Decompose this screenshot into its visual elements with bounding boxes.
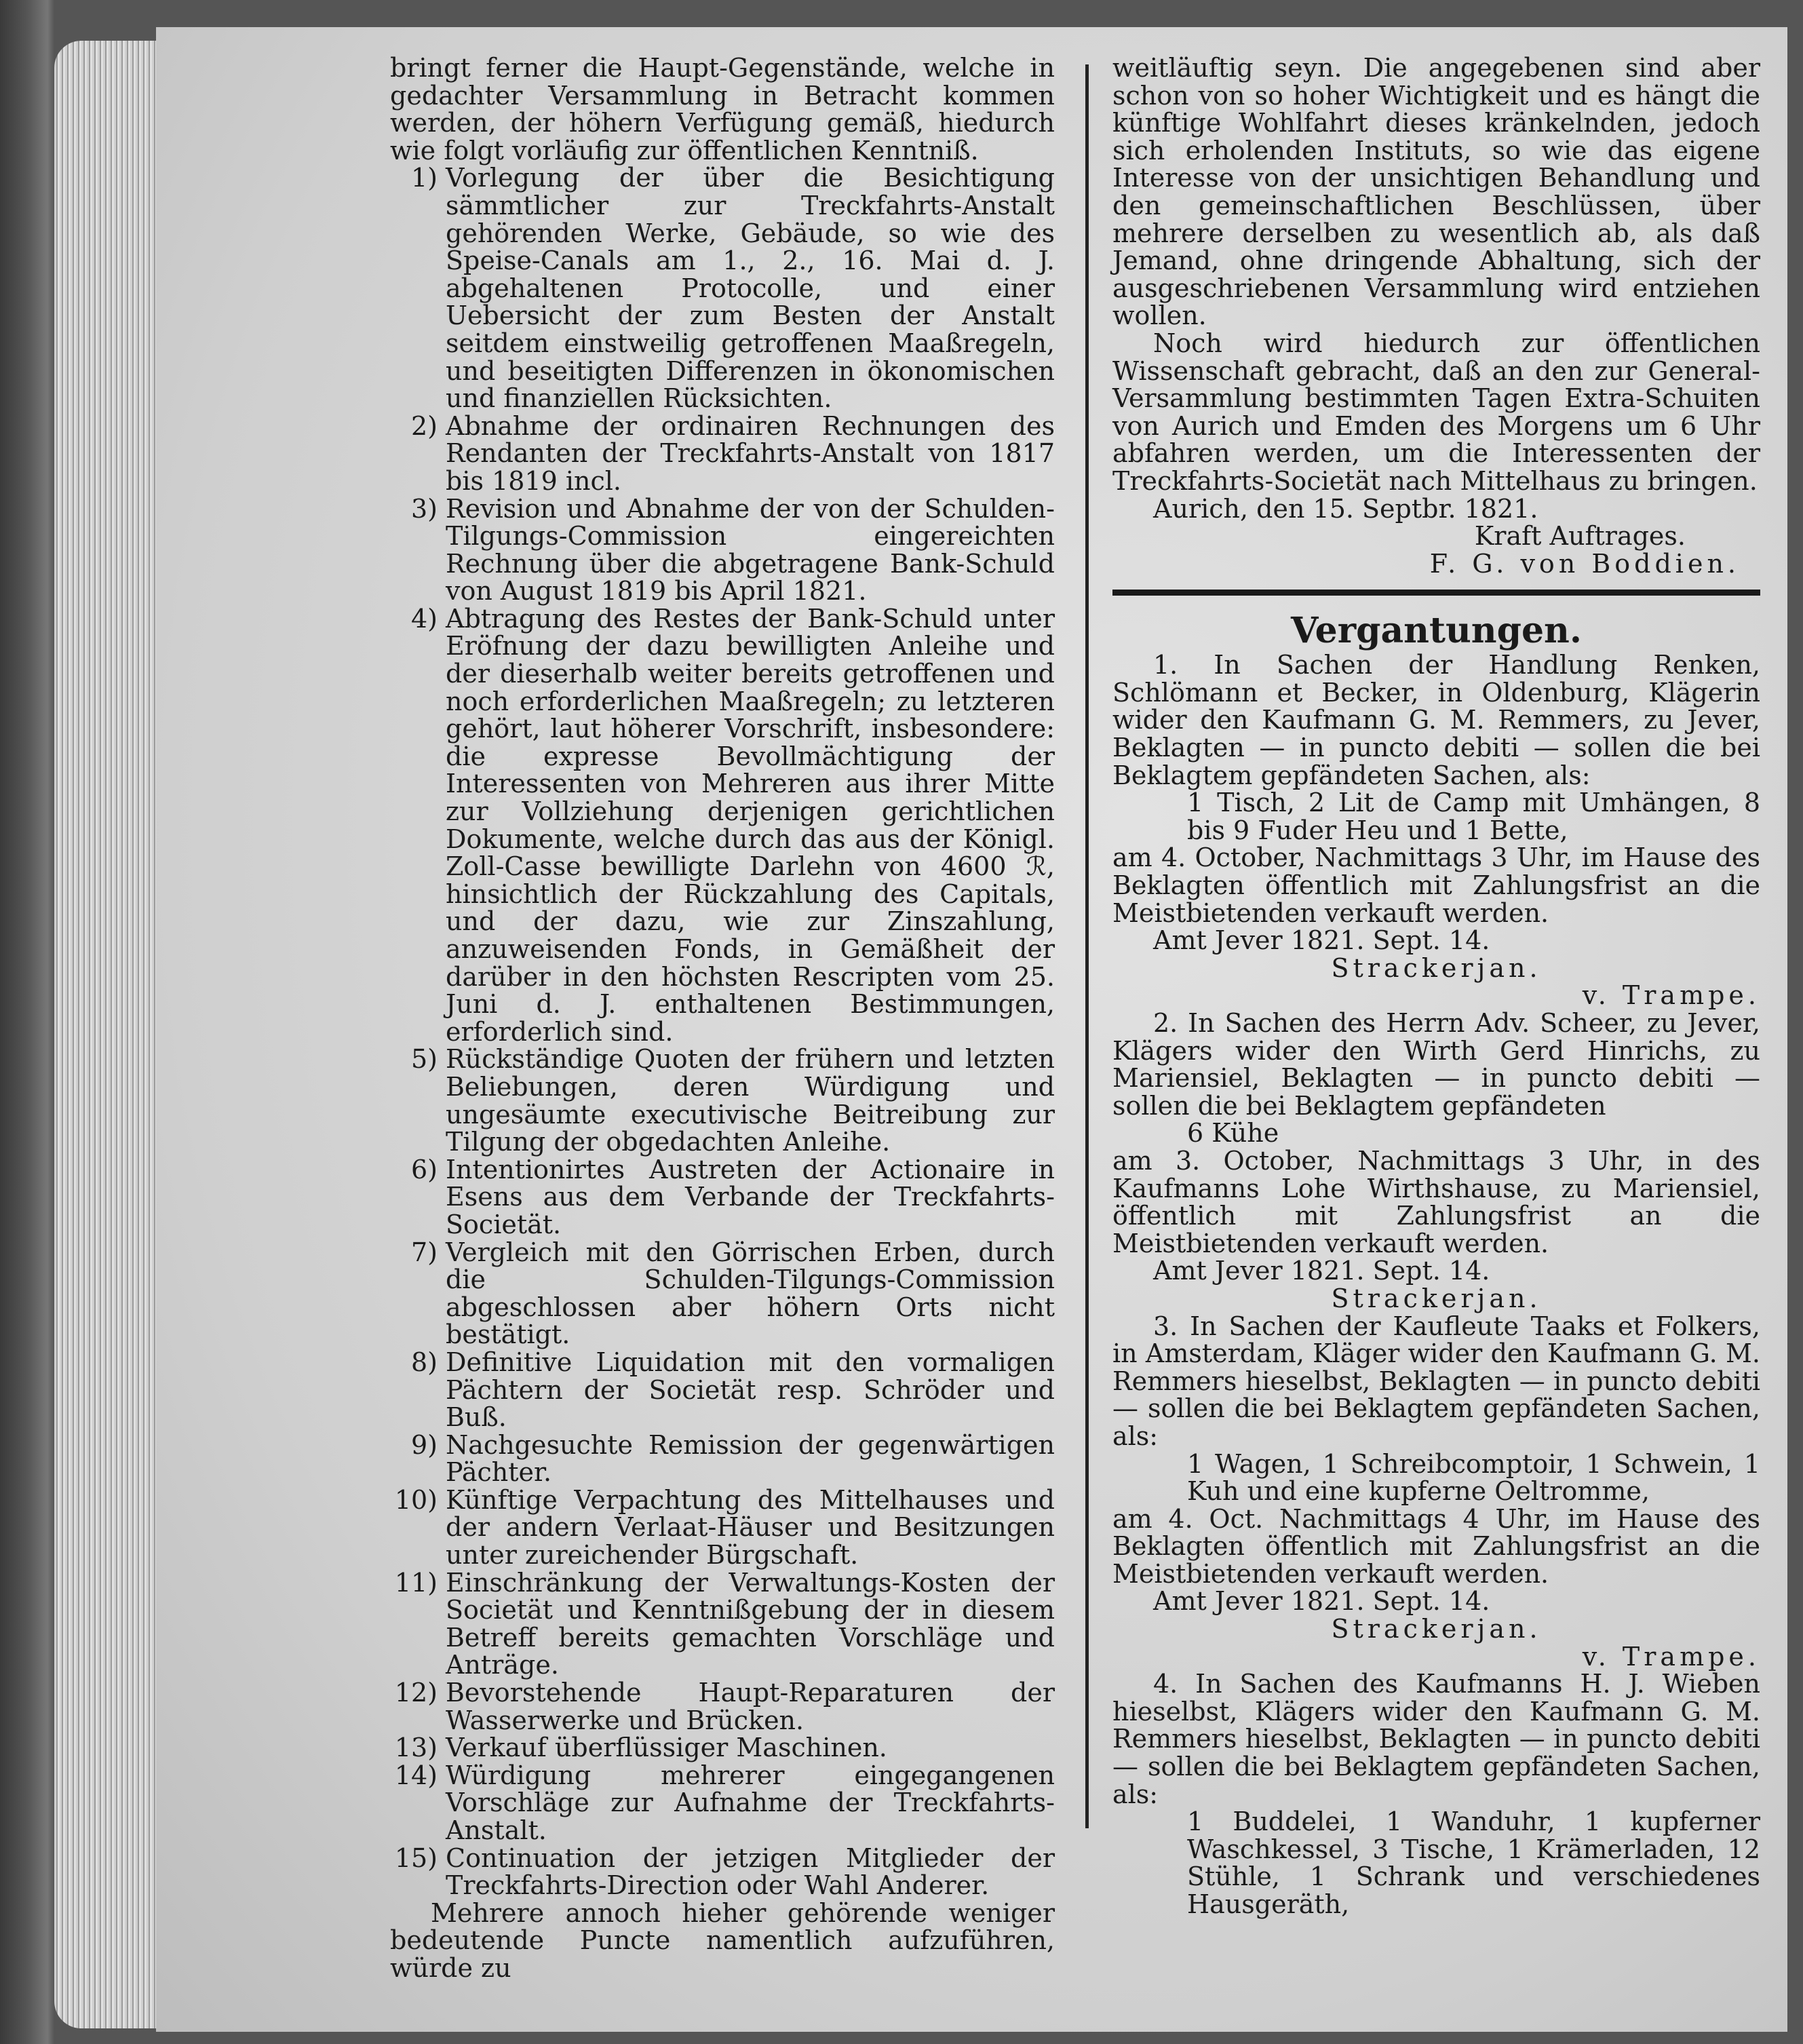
agenda-item-text: Bevorstehende Haupt-Reparaturen der Wasserwerke und Brücken. [446,1678,1055,1735]
case-goods: 1 Buddelei, 1 Wanduhr, 1 kupferner Waschkessel, 3 Tische, 1 Krämerladen, 12 Stühle, 1 Schrank und verschiedenes Hausgeräth, [1187,1807,1760,1919]
agenda-item-number: 7) [410,1237,438,1267]
notice-paragraph: Noch wird hiedurch zur öffentlichen Wissenschaft gebracht, daß an den zur General-Versammlung bestimmten Tagen Extra-Schuiten von Aurich und Emden des Morgens um 6 Uhr abfahren werden, um die Interessenten der Treckfahrts-Societät nach Mittelhaus zu bringen. [1112,328,1760,496]
section-rule [1112,590,1760,596]
case-sale: am 3. October, Nachmittags 3 Uhr, in des Kaufmanns Lohe Wirthshause, zu Mariensiel, öffentlich mit Zahlungsfrist an die Meistbietenden verkauft werden. [1112,1145,1760,1258]
case-court: Amt Jever 1821. Sept. 14. [1153,1256,1490,1286]
agenda-item [390,495,1055,605]
agenda-item-number: 13) [394,1733,438,1763]
agenda-item-text: Verkauf überflüssiger Maschinen. [446,1733,887,1763]
agenda-item [390,1431,1055,1486]
cases-list [1112,651,1760,1918]
signer-name: F. G. von Boddien. [1429,548,1740,579]
agenda-item-number: 12) [394,1678,438,1708]
case-text: 1. In Sachen der Handlung Renken, Schlömann et Becker, in Oldenburg, Klägerin wider den Kaufmann G. M. Remmers, zu Jever, Beklagten — in puncto debiti — sollen die bei Beklagtem gepfändeten Sachen, als: [1112,650,1760,790]
agenda-item [390,1762,1055,1845]
agenda-item [390,1679,1055,1734]
agenda-item-number: 14) [394,1760,438,1790]
agenda-item-text: Würdigung mehrerer eingegangenen Vorschläge zur Aufnahme der Treckfahrts-Anstalt. [446,1760,1055,1845]
case-sale: am 4. October, Nachmittags 3 Uhr, im Hause des Beklagten öffentlich mit Zahlungsfrist an die Meistbietenden verkauft werden. [1112,843,1760,928]
agenda-item [390,605,1055,1046]
case-goods: 1 Wagen, 1 Schreibcomptoir, 1 Schwein, 1 Kuh und eine kupferne Oeltromme, [1187,1448,1760,1507]
agenda-item [390,1239,1055,1349]
case-goods: 1 Tisch, 2 Lit de Camp mit Umhängen, 8 bis 9 Fuder Heu und 1 Bette, [1187,788,1760,845]
agenda-item-text: Einschränkung der Verwaltungs-Kosten der Societät und Kenntnißgebung der in diesem Betreff bereits gemachten Vorschläge und Anträge. [446,1567,1055,1680]
agenda-list [390,164,1055,1899]
agenda-item-text: Abnahme der ordinairen Rechnungen des Rendanten der Treckfahrts-Anstalt von 1817 bis 1819 incl. [446,410,1055,496]
case-court: Amt Jever 1821. Sept. 14. [1153,1586,1490,1617]
agenda-item-text: Rückständige Quoten der frühern und letzten Beliebungen, deren Würdigung und ungesäumte executivische Beitreibung zur Tilgung der obgedachten Anleihe. [446,1044,1055,1157]
place-date: Aurich, den 15. Septbr. 1821. [1153,493,1538,524]
continuation-paragraph: weitläuftig seyn. Die angegebenen sind aber schon von so hoher Wichtigkeit und es hängt die künftige Wohlfahrt dieses kränkelnden, jedoch sich erholenden Instituts, so wie das eigene Interesse von der unsichtigen Behandlung und den gemeinschaftlichen Beschlüssen, über mehrere derselben zu wesentlich ab, als daß Jemand, ohne dringende Abhaltung, sich der ausgeschriebenen Versammlung wird entziehen wollen. [1112,53,1760,331]
left-column [390,54,1055,1982]
case-text: 3. In Sachen der Kaufleute Taaks et Folkers, in Amsterdam, Kläger wider den Kaufmann G. M. Remmers hieselbst, Beklagten — in puncto debiti — sollen die bei Beklagtem gepfändeten Sachen, als: [1112,1311,1760,1451]
agenda-item-number: 9) [410,1429,438,1460]
agenda-item [390,1045,1055,1155]
agenda-item-number: 8) [410,1347,438,1377]
agenda-item [390,164,1055,412]
agenda-item-text: Intentionirtes Austreten der Actionaire in Esens aus dem Verbande der Treckfahrts-Societät. [446,1154,1055,1239]
case-text: 2. In Sachen des Herrn Adv. Scheer, zu Jever, Klägers wider den Wirth Gerd Hinrichs, zu Mariensiel, Beklagten — in puncto debiti — sollen die bei Beklagtem gepfändeten [1112,1008,1760,1121]
agenda-item-number: 5) [410,1044,438,1075]
case-signature: Strackerjan. [1331,1283,1542,1313]
authority-line: Kraft Auftrages. [1474,521,1686,552]
agenda-item-number: 2) [410,410,438,441]
agenda-item-text: Definitive Liquidation mit den vormaligen Pächtern der Societät resp. Schröder und Buß. [446,1347,1055,1433]
agenda-item-number: 1) [410,163,438,193]
agenda-item-text: Continuation der jetzigen Mitglieder der Treckfahrts-Direction oder Wahl Anderer. [446,1843,1055,1901]
agenda-item-number: 4) [410,603,438,634]
case-court: Amt Jever 1821. Sept. 14. [1153,925,1490,956]
case-signature-2: v. Trampe. [1582,980,1760,1011]
agenda-item-text: Künftige Verpachtung des Mittelhauses und der andern Verlaat-Häuser und Besitzungen unter zureichender Bürgschaft. [446,1484,1055,1570]
right-column [1112,54,1760,1918]
closing-paragraph: Mehrere annoch hieher gehörende weniger bedeutende Puncte namentlich aufzuführen, würde zu [390,1897,1055,1983]
agenda-item [390,1156,1055,1239]
agenda-item [390,1486,1055,1569]
case-sale: am 4. Oct. Nachmittags 4 Uhr, im Hause des Beklagten öffentlich mit Zahlungsfrist an die Meistbietenden verkauft werden. [1112,1503,1760,1589]
agenda-item-number: 10) [394,1484,438,1515]
agenda-item-number: 15) [394,1843,438,1873]
agenda-item [390,1349,1055,1431]
agenda-item-number: 6) [410,1154,438,1184]
agenda-item [390,412,1055,495]
agenda-item-number: 3) [410,493,438,524]
agenda-item-text: Revision und Abnahme der von der Schulden-Tilgungs-Commission eingereichten Rechnung über die abgetragene Bank-Schuld von August 1819 bis April 1821. [446,493,1055,606]
agenda-item-text: Nachgesuchte Remission der gegenwärtigen Pächter. [446,1429,1055,1488]
case-signature: Strackerjan. [1331,1614,1542,1644]
agenda-item-number: 11) [394,1567,438,1598]
case-goods: 6 Kühe [1187,1118,1279,1149]
section-title: Vergantungen. [1291,610,1582,652]
column-divider [1085,64,1089,1828]
case-text: 4. In Sachen des Kaufmanns H. J. Wieben hieselbst, Klägers wider den Kaufmann G. M. Remmers hieselbst, Beklagten — in puncto debiti — sollen die bei Beklagtem gepfändeten Sachen, als: [1112,1669,1760,1809]
case-signature-2: v. Trampe. [1582,1641,1760,1672]
agenda-item [390,1845,1055,1900]
case-signature: Strackerjan. [1331,952,1542,983]
agenda-item-text: Abtragung des Restes der Bank-Schuld unter Eröfnung der dazu bewilligten Anleihe und der dieserhalb weiter bereits getroffenen und noch erforderlichen Maaßregeln; zu letzteren gehört, laut höherer Vorschrift, insbesondere: die expresse Bevollmächtigung der Interessenten von Mehreren aus ihrer Mitte zur Vollziehung derjenigen gerichtlichen Dokumente, welche durch das aus der Königl. Zoll-Casse bewilligte Darlehn von 4600 ℛ, hinsichtlich der Rückzahlung des Capitals, und der dazu, wie zur Zinszahlung, anzuweisenden Fonds, in Gemäßheit der darüber in den höchsten Rescripten vom 25. Juni d. J. enthaltenen Bestimmungen, erforderlich sind. [446,603,1055,1047]
agenda-item [390,1569,1055,1679]
intro-paragraph: bringt ferner die Haupt-Gegenstände, welche in gedachter Versammlung in Betracht kommen werden, der höhern Verfügung gemäß, hiedurch wie folgt vorläufig zur öffentlichen Kenntniß. [390,53,1055,166]
agenda-item-text: Vorlegung der über die Besichtigung sämmtlicher zur Treckfahrts-Anstalt gehörenden Werke, Gebäude, so wie des Speise-Canals am 1., 2., 16. Mai d. J. abgehaltenen Protocolle, und einer Uebersicht der zum Besten der Anstalt seitdem einstweilig getroffenen Maaßregeln, und beseitigten Differenzen in ökonomischen und finanziellen Rücksichten. [446,163,1055,414]
agenda-item-text: Vergleich mit den Görrischen Erben, durch die Schulden-Tilgungs-Commission abgeschlossen aber höhern Orts nicht bestätigt. [446,1237,1055,1350]
agenda-item [390,1734,1055,1762]
